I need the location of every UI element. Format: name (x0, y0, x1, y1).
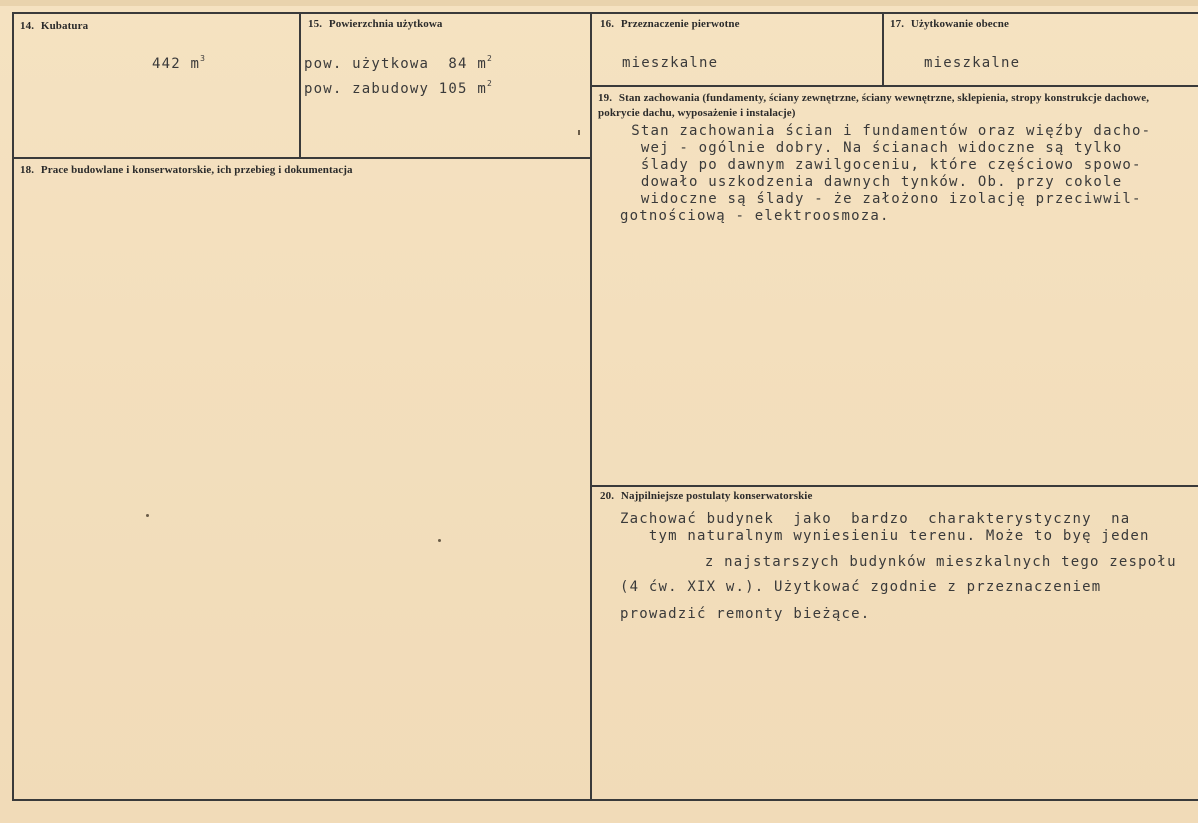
pow-zabudowy-exponent: 2 (486, 79, 493, 88)
postulaty-line-2: tym naturalnym wyniesieniu terenu. Może to byę jeden (620, 528, 1150, 544)
label-stan-zachowania (598, 91, 1190, 121)
pow-uzytkowa-text: pow. użytkowa 84 m (304, 56, 487, 72)
bottom-border (12, 799, 1198, 801)
field-label-text: Przeznaczenie pierwotne (620, 18, 740, 30)
center-divider (590, 12, 592, 801)
divider-row-20 (590, 485, 1198, 487)
label-uzytkowanie (890, 18, 1009, 30)
stan-line-4: dowało uszkodzenia dawnych tynków. Ob. przy cokole (612, 174, 1123, 190)
top-strip (0, 0, 1198, 6)
label-postulaty (600, 490, 812, 502)
field-label-text: Użytkowanie obecne (910, 18, 1009, 30)
paper-speck (146, 514, 149, 517)
top-border (12, 12, 1198, 14)
value-kubatura (152, 54, 206, 72)
stan-line-1: Stan zachowania ścian i fundamentów oraz więźby dacho- (612, 123, 1152, 139)
field-label-text: Najpilniejsze postulaty konserwatorskie (620, 490, 813, 502)
stan-line-2: wej - ogólnie dobry. Na ścianach widoczne są tylko (612, 140, 1123, 156)
field-label-text: Powierzchnia użytkowa (328, 18, 443, 30)
label-prace-budowlane (20, 164, 353, 176)
label-kubatura (20, 20, 88, 32)
stan-line-3: ślady po dawnym zawilgoceniu, które częściowo spowo- (612, 157, 1142, 173)
field-number: 14. (20, 20, 35, 32)
field-number: 17. (890, 18, 905, 30)
postulaty-line-3: z najstarszych budynków mieszkalnych tego zespołu (676, 554, 1177, 570)
kubatura-value-text: 442 m (152, 56, 201, 72)
postulaty-line-5: prowadzić remonty bieżące. (620, 606, 871, 622)
divider-row-19 (590, 85, 1198, 87)
value-pow-uzytkowa (304, 54, 493, 72)
divider-row-18 (12, 157, 590, 159)
kubatura-unit-exponent: 3 (200, 54, 207, 63)
field-label-text: Stan zachowania (fundamenty, ściany zewnętrzne, ściany wewnętrzne, sklepienia, stropy konstrukcje dachowe, pokrycie dachu, wyposażenie i instalacje) (598, 92, 1150, 119)
pow-uzytkowa-exponent: 2 (486, 54, 493, 63)
stan-line-5: widoczne są ślady - że założono izolację przeciwwil- (612, 191, 1142, 207)
field-number: 19. (598, 92, 613, 104)
paper-speck (438, 539, 441, 542)
left-border (12, 12, 14, 801)
field-label-text: Prace budowlane i konserwatorskie, ich przebieg i dokumentacja (40, 164, 353, 176)
field-number: 15. (308, 18, 323, 30)
field-label-text: Kubatura (40, 20, 89, 32)
field-number: 20. (600, 490, 615, 502)
label-przeznaczenie (600, 18, 740, 30)
postulaty-line-1: Zachować budynek jako bardzo charakterystyczny na (620, 511, 1131, 527)
field-number: 16. (600, 18, 615, 30)
divider-14-15 (299, 12, 301, 157)
postulaty-line-4: (4 ćw. XIX w.). Użytkować zgodnie z przeznaczeniem (620, 579, 1102, 595)
field-number: 18. (20, 164, 35, 176)
value-uzytkowanie: mieszkalne (924, 55, 1021, 71)
value-przeznaczenie: mieszkalne (622, 55, 719, 71)
divider-16-17 (882, 12, 884, 85)
value-pow-zabudowy (304, 79, 493, 97)
label-powierzchnia (308, 18, 443, 30)
paper-speck (578, 130, 580, 135)
pow-zabudowy-text: pow. zabudowy 105 m (304, 81, 487, 97)
stan-line-6: gotnościową - elektroosmoza. (620, 208, 890, 224)
